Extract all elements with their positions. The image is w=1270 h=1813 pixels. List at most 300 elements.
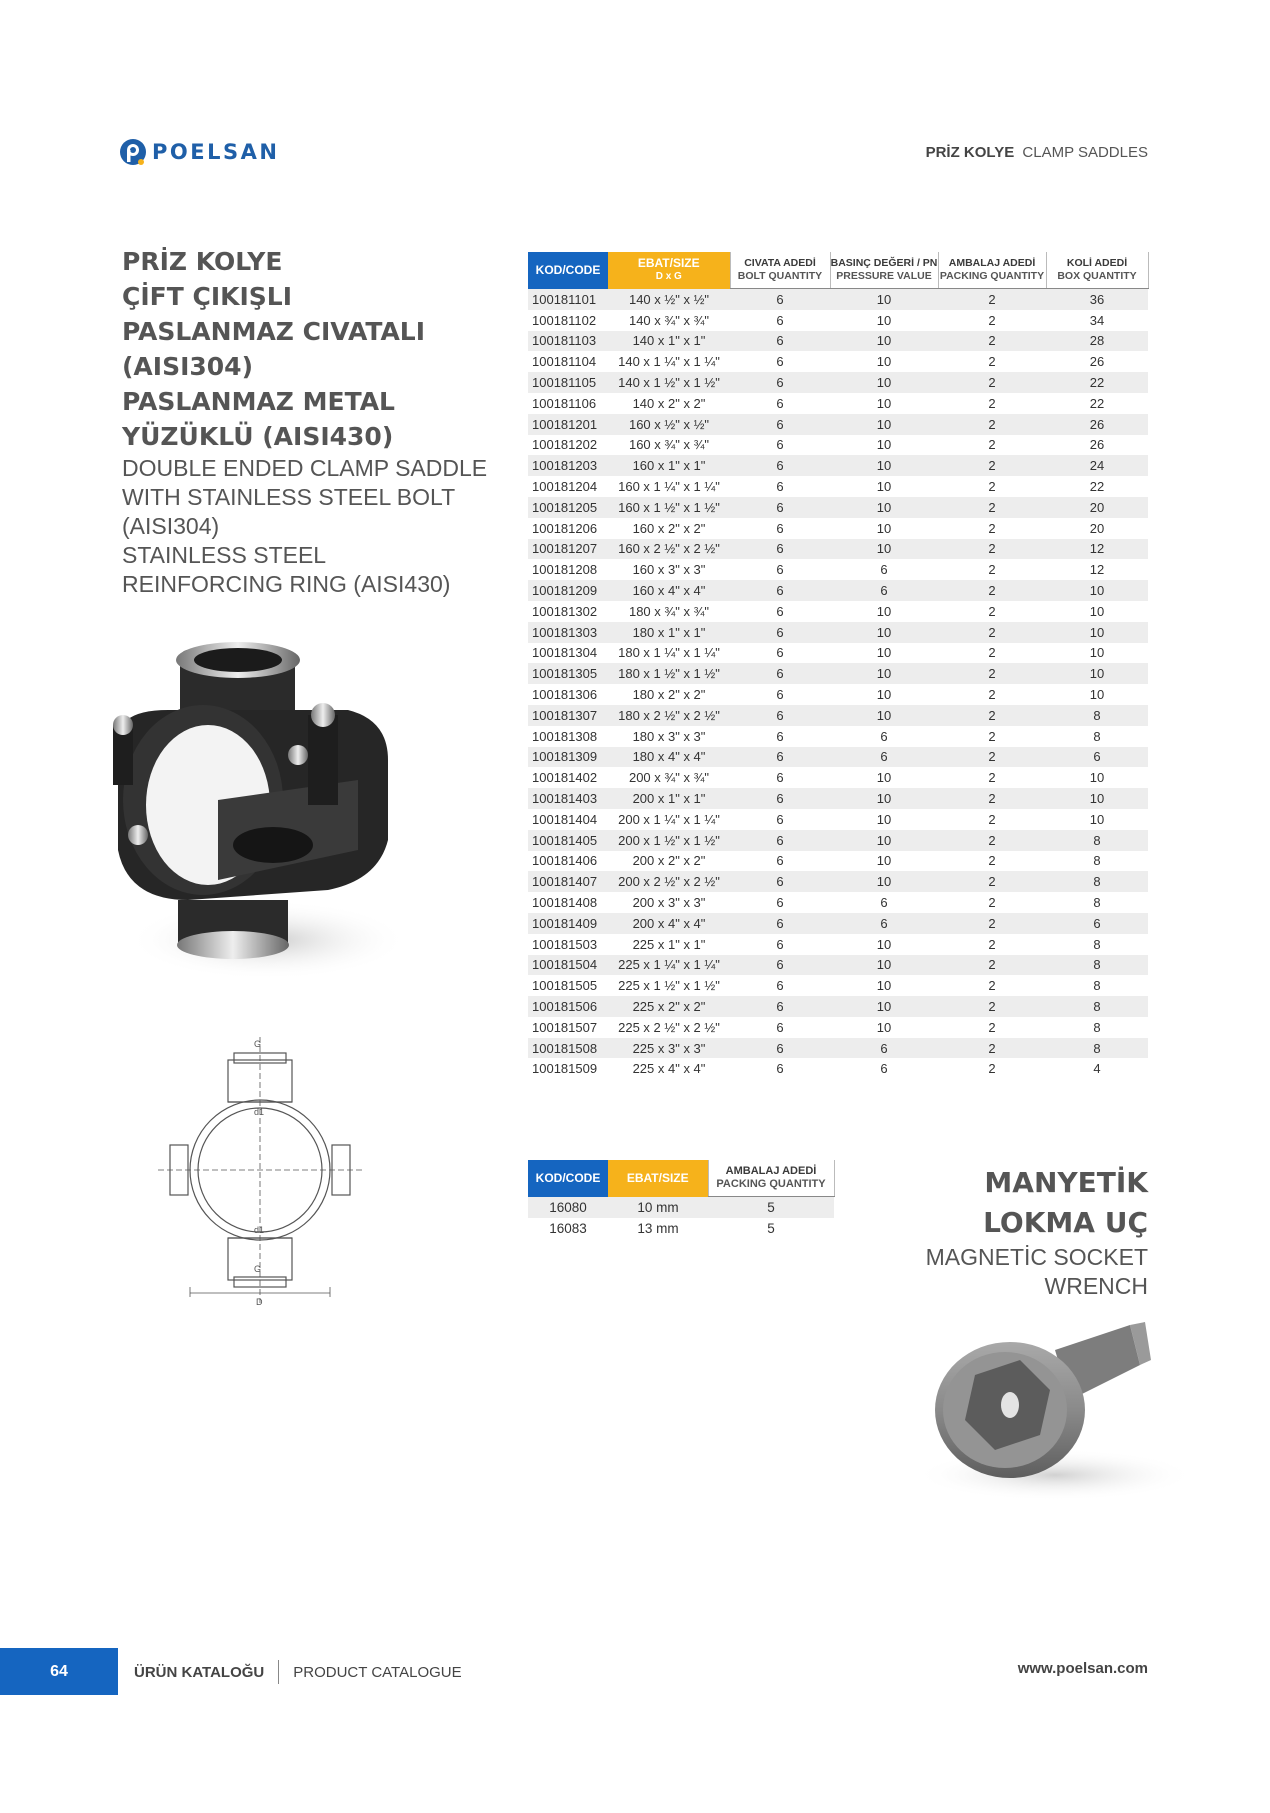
cell-code: 100181305 [528, 663, 608, 684]
brand-name: POELSAN [152, 140, 280, 164]
cell-bolt-quantity: 6 [730, 913, 830, 934]
cell-bolt-quantity: 6 [730, 497, 830, 518]
cell-pressure: 10 [876, 312, 892, 328]
cell-bolt-quantity: 6 [776, 728, 784, 744]
brand-logo [118, 134, 288, 170]
cell-bolt-quantity: 6 [730, 331, 830, 352]
cell-size: 200 x 1 ¼" x 1 ¼" [618, 811, 720, 827]
table-row [528, 913, 1148, 934]
header-bolt-quantity: CIVATA ADEDİ BOLT QUANTITY [730, 252, 830, 289]
table-row [528, 1058, 1148, 1079]
cell-code: 100181106 [532, 395, 597, 411]
cell-code: 100181205 [528, 497, 608, 518]
cell-bolt-quantity: 6 [730, 1038, 830, 1059]
socket-title-block [926, 1163, 1148, 1301]
cell-bolt-quantity: 6 [776, 520, 784, 536]
cell-packing-quantity: 2 [988, 687, 996, 703]
cell-code: 100181103 [528, 331, 608, 352]
cell-pressure: 6 [880, 728, 888, 744]
cell-box-quantity: 8 [1093, 728, 1101, 744]
table-header-row [528, 252, 1148, 289]
cell-pressure: 10 [876, 479, 892, 495]
table-row [528, 601, 1148, 622]
cell-box-quantity: 8 [1046, 830, 1148, 851]
cell-size: 200 x 3" x 3" [632, 895, 706, 910]
header-packing-quantity: AMBALAJ ADEDİ PACKING QUANTITY [938, 252, 1046, 289]
table-row [528, 643, 1148, 664]
drawing-label-d1-bottom: d1 [254, 1225, 265, 1235]
table-row [528, 476, 1148, 497]
cell-box-quantity: 10 [1046, 622, 1148, 643]
cell-bolt-quantity: 6 [776, 1019, 784, 1035]
cell-box-quantity: 8 [1093, 895, 1101, 910]
cell-bolt-quantity: 6 [730, 788, 830, 809]
cell-box-quantity: 4 [1093, 1061, 1101, 1077]
cell-code: 100181505 [532, 978, 598, 994]
cell-pressure: 10 [830, 372, 938, 393]
header-size: EBAT/SIZE D x G [608, 252, 730, 289]
cell-size: 200 x 1 ½" x 1 ½" [608, 830, 730, 851]
cell-size: 200 x ¾" x ¾" [628, 770, 710, 786]
cell-packing-quantity: 2 [988, 770, 996, 786]
cell-pressure: 10 [830, 622, 938, 643]
cell-code: 100181302 [532, 603, 598, 619]
cell-box-quantity: 24 [1046, 455, 1148, 476]
cell-box-quantity: 8 [1046, 1038, 1148, 1059]
technical-drawing [150, 1035, 380, 1305]
cell-code: 100181307 [528, 705, 608, 726]
table-row [528, 705, 1148, 726]
product-title-tr-line: PASLANMAZ METAL [122, 387, 395, 416]
section-title-tr: PRİZ KOLYE [925, 144, 1015, 161]
table-row [528, 663, 1148, 684]
cell-pressure: 10 [830, 705, 938, 726]
cell-pressure: 6 [880, 895, 888, 910]
cell-box-quantity: 10 [1046, 663, 1148, 684]
cell-box-quantity: 6 [1046, 747, 1148, 768]
cell-packing-quantity: 2 [938, 788, 1046, 809]
product-title-en-line: STAINLESS STEEL [122, 542, 327, 568]
cell-code: 100181504 [528, 955, 608, 976]
cell-box-quantity: 6 [1046, 913, 1148, 934]
cell-pressure: 10 [830, 955, 938, 976]
cell-bolt-quantity: 6 [730, 705, 830, 726]
cell-size: 225 x 4" x 4" [632, 1061, 706, 1077]
cell-box-quantity: 10 [1089, 811, 1105, 827]
cell-size: 200 x 2 ½" x 2 ½" [608, 871, 730, 892]
clamp-saddle-table [528, 252, 1149, 1079]
cell-bolt-quantity: 6 [730, 871, 830, 892]
product-title-block [122, 244, 488, 599]
cell-packing-quantity: 2 [988, 728, 996, 744]
cell-size: 225 x 2" x 2" [608, 996, 730, 1017]
cell-packing-quantity: 2 [988, 936, 996, 952]
cell-bolt-quantity: 6 [730, 830, 830, 851]
product-title-en-line: DOUBLE ENDED CLAMP SADDLE [122, 455, 488, 481]
cell-box-quantity: 28 [1046, 331, 1148, 352]
cell-size: 180 x 1" x 1" [608, 622, 730, 643]
cell-bolt-quantity: 6 [730, 289, 830, 310]
cell-packing-quantity: 2 [938, 497, 1046, 518]
header-code: KOD/CODE [528, 252, 608, 289]
table-row [528, 830, 1148, 851]
cell-code: 100181509 [532, 1061, 598, 1077]
cell-box-quantity: 10 [1089, 603, 1105, 619]
cell-box-quantity: 12 [1089, 562, 1105, 578]
cell-bolt-quantity: 6 [776, 687, 784, 703]
table-row [528, 788, 1148, 809]
product-title-tr-line: YÜZÜKLÜ (AISI430) [122, 422, 394, 451]
cell-size: 225 x 1" x 1" [632, 936, 706, 952]
cell-code: 100181308 [532, 728, 598, 744]
table-row [528, 851, 1148, 872]
cell-size: 160 x 4" x 4" [608, 580, 730, 601]
cell-packing-quantity: 2 [988, 479, 996, 495]
drawing-label-d: D [256, 1297, 263, 1305]
cell-code: 100181303 [528, 622, 608, 643]
cell-bolt-quantity: 6 [776, 437, 784, 453]
table-row [528, 726, 1148, 747]
cell-size: 160 x ¾" x ¾" [628, 437, 710, 453]
cell-bolt-quantity: 6 [776, 895, 784, 910]
cell-packing-quantity: 2 [988, 895, 996, 910]
cell-code: 100181204 [532, 479, 598, 495]
cell-size: 140 x ¾" x ¾" [628, 312, 710, 328]
cell-packing-quantity: 2 [988, 562, 996, 578]
table-row [528, 435, 1148, 456]
cell-pressure: 10 [876, 770, 892, 786]
cell-size: 180 x 2" x 2" [632, 687, 706, 703]
cell-bolt-quantity: 6 [776, 936, 784, 952]
cell-bolt-quantity: 6 [730, 996, 830, 1017]
cell-size: 180 x 1 ¼" x 1 ¼" [618, 645, 720, 661]
product-title-tr-line: PASLANMAZ CIVATALI [122, 317, 426, 346]
cell-pressure: 10 [830, 788, 938, 809]
cell-code: 100181409 [528, 913, 608, 934]
cell-pressure: 10 [876, 853, 892, 869]
cell-bolt-quantity: 6 [776, 603, 784, 619]
product-title-tr-line: (AISI304) [122, 352, 253, 381]
table-row [528, 1197, 834, 1219]
table-row [528, 767, 1148, 788]
cell-box-quantity: 8 [1093, 853, 1101, 869]
cell-bolt-quantity: 6 [730, 747, 830, 768]
website-link[interactable]: www.poelsan.com [1017, 1660, 1148, 1677]
table-row [528, 414, 1148, 435]
cell-bolt-quantity: 6 [776, 645, 784, 661]
cell-bolt-quantity: 6 [776, 770, 784, 786]
cell-size: 180 x 1 ½" x 1 ½" [608, 663, 730, 684]
cell-pressure: 10 [876, 437, 892, 453]
cell-size: 160 x 1 ½" x 1 ½" [608, 497, 730, 518]
table-row [528, 351, 1148, 372]
cell-box-quantity: 8 [1046, 955, 1148, 976]
cell-packing-quantity: 2 [988, 603, 996, 619]
cell-code: 100181404 [532, 811, 598, 827]
cell-pressure: 10 [830, 996, 938, 1017]
table-row [528, 1038, 1148, 1059]
cell-packing-quantity: 5 [767, 1221, 775, 1236]
footer-catalog-en: PRODUCT CATALOGUE [293, 1663, 462, 1681]
cell-size: 140 x 1 ½" x 1 ½" [608, 372, 730, 393]
cell-packing-quantity: 2 [938, 289, 1046, 310]
table-row [528, 871, 1148, 892]
cell-box-quantity: 10 [1046, 788, 1148, 809]
section-title-en: CLAMP SADDLES [1022, 144, 1148, 161]
cell-size: 140 x 1" x 1" [608, 331, 730, 352]
cell-box-quantity: 22 [1089, 479, 1105, 495]
socket-title-tr-line: LOKMA UÇ [983, 1206, 1148, 1239]
cell-code: 100181105 [528, 372, 608, 393]
table-row [528, 289, 1148, 310]
cell-packing-quantity: 2 [988, 853, 996, 869]
cell-size: 160 x 1 ¼" x 1 ¼" [618, 479, 720, 495]
cell-code: 16080 [528, 1197, 608, 1219]
cell-code: 100181306 [532, 687, 598, 703]
cell-packing-quantity: 2 [938, 331, 1046, 352]
drawing-label-d1-top: d1 [254, 1107, 265, 1117]
product-title-tr-line: PRİZ KOLYE [122, 247, 283, 276]
clamp-saddle-image [108, 640, 408, 1000]
footer-catalog [134, 1660, 462, 1684]
cell-pressure: 10 [830, 455, 938, 476]
cell-size: 160 x 2" x 2" [632, 520, 706, 536]
table-row [528, 1017, 1148, 1038]
cell-pressure: 6 [880, 562, 888, 578]
cell-size: 180 x 4" x 4" [608, 747, 730, 768]
cell-code: 100181304 [532, 645, 598, 661]
cell-pressure: 10 [830, 663, 938, 684]
product-title-en-line: REINFORCING RING (AISI430) [122, 571, 451, 597]
cell-packing-quantity: 5 [708, 1197, 834, 1219]
cell-size: 180 x ¾" x ¾" [628, 603, 710, 619]
drawing-label-g-top: G [254, 1039, 262, 1049]
page-number: 64 [0, 1648, 118, 1695]
cell-code: 100181101 [528, 289, 608, 310]
cell-packing-quantity: 2 [938, 663, 1046, 684]
cell-box-quantity: 22 [1089, 395, 1105, 411]
cell-size: 225 x 2 ½" x 2 ½" [618, 1019, 720, 1035]
cell-box-quantity: 8 [1046, 705, 1148, 726]
cell-code: 100181104 [532, 354, 597, 370]
cell-pressure: 10 [830, 497, 938, 518]
cell-pressure: 10 [876, 811, 892, 827]
cell-bolt-quantity: 6 [730, 622, 830, 643]
header-pressure-value: BASINÇ DEĞERİ / PN PRESSURE VALUE [830, 252, 938, 289]
footer-catalog-tr: ÜRÜN KATALOĞU [134, 1663, 265, 1681]
cell-size: 225 x 1 ¼" x 1 ¼" [608, 955, 730, 976]
product-title-en-line: WITH STAINLESS STEEL BOLT [122, 484, 456, 510]
header-code: KOD/CODE [528, 1160, 608, 1197]
cell-bolt-quantity: 6 [776, 853, 784, 869]
cell-packing-quantity: 2 [938, 830, 1046, 851]
cell-box-quantity: 26 [1046, 414, 1148, 435]
cell-box-quantity: 8 [1046, 871, 1148, 892]
cell-pressure: 6 [830, 1038, 938, 1059]
cell-packing-quantity: 2 [988, 395, 996, 411]
cell-packing-quantity: 2 [938, 913, 1046, 934]
cell-bolt-quantity: 6 [730, 539, 830, 560]
table-row [528, 497, 1148, 518]
cell-code: 100181402 [532, 770, 598, 786]
table-row [528, 310, 1148, 331]
table-row [528, 809, 1148, 830]
poelsan-logo-icon [118, 137, 148, 167]
cell-box-quantity: 34 [1089, 312, 1105, 328]
cell-pressure: 10 [876, 978, 892, 994]
cell-code: 100181507 [532, 1019, 598, 1035]
cell-size: 13 mm [637, 1221, 679, 1236]
table-row [528, 622, 1148, 643]
cell-pressure: 10 [876, 687, 892, 703]
cell-packing-quantity: 2 [938, 955, 1046, 976]
cell-code: 100181206 [532, 520, 598, 536]
cell-pressure: 6 [830, 747, 938, 768]
cell-box-quantity: 10 [1089, 645, 1105, 661]
cell-packing-quantity: 2 [988, 978, 996, 994]
cell-code: 100181405 [528, 830, 608, 851]
cell-box-quantity: 8 [1046, 996, 1148, 1017]
cell-size: 180 x 2 ½" x 2 ½" [608, 705, 730, 726]
cell-size: 225 x 1 ½" x 1 ½" [618, 978, 720, 994]
cell-packing-quantity: 2 [988, 520, 996, 536]
cell-code: 100181506 [528, 996, 608, 1017]
cell-size: 160 x 3" x 3" [632, 562, 706, 578]
cell-pressure: 6 [830, 580, 938, 601]
table-row [528, 455, 1148, 476]
cell-code: 100181403 [528, 788, 608, 809]
cell-box-quantity: 20 [1046, 497, 1148, 518]
cell-packing-quantity: 2 [988, 811, 996, 827]
cell-packing-quantity: 2 [938, 747, 1046, 768]
section-header [926, 144, 1148, 161]
cell-pressure: 6 [830, 913, 938, 934]
table-row [528, 1218, 834, 1239]
cell-box-quantity: 20 [1089, 520, 1105, 536]
magnetic-socket-table [528, 1160, 835, 1239]
cell-bolt-quantity: 6 [776, 354, 784, 370]
cell-size: 200 x 4" x 4" [608, 913, 730, 934]
table-header-row [528, 1160, 834, 1197]
socket-title-en-line: MAGNETİC SOCKET [925, 1244, 1148, 1270]
cell-code: 100181309 [528, 747, 608, 768]
cell-packing-quantity: 2 [988, 312, 996, 328]
cell-box-quantity: 8 [1093, 978, 1101, 994]
cell-size: 160 x 2 ½" x 2 ½" [608, 539, 730, 560]
cell-box-quantity: 10 [1046, 580, 1148, 601]
drawing-label-g-bottom: G [254, 1264, 262, 1274]
cell-bolt-quantity: 6 [776, 312, 784, 328]
header-box-quantity: KOLİ ADEDİ BOX QUANTITY [1046, 252, 1148, 289]
cell-code: 100181508 [528, 1038, 608, 1059]
table-row [528, 393, 1148, 414]
cell-pressure: 10 [876, 936, 892, 952]
cell-code: 100181102 [532, 312, 597, 328]
cell-code: 100181208 [532, 562, 598, 578]
cell-packing-quantity: 2 [938, 372, 1046, 393]
table-row [528, 559, 1148, 580]
cell-size: 140 x 2" x 2" [632, 395, 706, 411]
cell-pressure: 10 [830, 539, 938, 560]
cell-box-quantity: 10 [1089, 687, 1105, 703]
cell-bolt-quantity: 6 [776, 1061, 784, 1077]
cell-box-quantity: 8 [1093, 936, 1101, 952]
cell-bolt-quantity: 6 [730, 372, 830, 393]
table-row [528, 539, 1148, 560]
table-row [528, 518, 1148, 539]
cell-pressure: 10 [830, 830, 938, 851]
cell-size: 160 x 1" x 1" [608, 455, 730, 476]
table-row [528, 955, 1148, 976]
cell-pressure: 10 [876, 1019, 892, 1035]
cell-code: 100181202 [532, 437, 598, 453]
table-row [528, 996, 1148, 1017]
cell-packing-quantity: 2 [938, 1038, 1046, 1059]
cell-size: 160 x ½" x ½" [608, 414, 730, 435]
product-title-tr-line: ÇİFT ÇIKIŞLI [122, 282, 293, 311]
cell-size: 140 x 1 ¼" x 1 ¼" [618, 354, 720, 370]
cell-size: 10 mm [608, 1197, 708, 1219]
cell-packing-quantity: 2 [938, 622, 1046, 643]
table-row [528, 331, 1148, 352]
header-packing-quantity: AMBALAJ ADEDİ PACKING QUANTITY [708, 1160, 834, 1197]
cell-box-quantity: 26 [1089, 354, 1105, 370]
cell-packing-quantity: 2 [938, 414, 1046, 435]
cell-code: 100181207 [528, 539, 608, 560]
cell-size: 200 x 1" x 1" [608, 788, 730, 809]
table-row [528, 892, 1148, 913]
cell-packing-quantity: 2 [988, 354, 996, 370]
table-row [528, 372, 1148, 393]
table-row [528, 934, 1148, 955]
cell-pressure: 10 [830, 414, 938, 435]
cell-packing-quantity: 2 [938, 539, 1046, 560]
cell-bolt-quantity: 6 [776, 395, 784, 411]
cell-pressure: 10 [876, 603, 892, 619]
cell-pressure: 10 [876, 395, 892, 411]
cell-pressure: 10 [830, 289, 938, 310]
cell-box-quantity: 8 [1093, 1019, 1101, 1035]
cell-packing-quantity: 2 [988, 645, 996, 661]
cell-packing-quantity: 2 [988, 1019, 996, 1035]
cell-packing-quantity: 2 [938, 705, 1046, 726]
table-row [528, 747, 1148, 768]
cell-box-quantity: 22 [1046, 372, 1148, 393]
cell-code: 16083 [549, 1221, 587, 1236]
cell-code: 100181406 [532, 853, 598, 869]
cell-packing-quantity: 2 [988, 437, 996, 453]
cell-code: 100181201 [528, 414, 608, 435]
cell-bolt-quantity: 6 [776, 811, 784, 827]
cell-pressure: 6 [880, 1061, 888, 1077]
cell-pressure: 10 [830, 871, 938, 892]
cell-bolt-quantity: 6 [730, 414, 830, 435]
cell-size: 225 x 3" x 3" [608, 1038, 730, 1059]
table-row [528, 580, 1148, 601]
cell-code: 100181407 [528, 871, 608, 892]
cell-pressure: 10 [876, 354, 892, 370]
cell-code: 100181209 [528, 580, 608, 601]
cell-bolt-quantity: 6 [776, 479, 784, 495]
cell-pressure: 10 [830, 331, 938, 352]
cell-pressure: 10 [876, 520, 892, 536]
product-title-en-line: (AISI304) [122, 513, 220, 539]
cell-code: 100181408 [532, 895, 598, 910]
cell-size: 180 x 3" x 3" [632, 728, 706, 744]
cell-code: 100181503 [532, 936, 598, 952]
cell-bolt-quantity: 6 [730, 955, 830, 976]
cell-size: 200 x 2" x 2" [632, 853, 706, 869]
